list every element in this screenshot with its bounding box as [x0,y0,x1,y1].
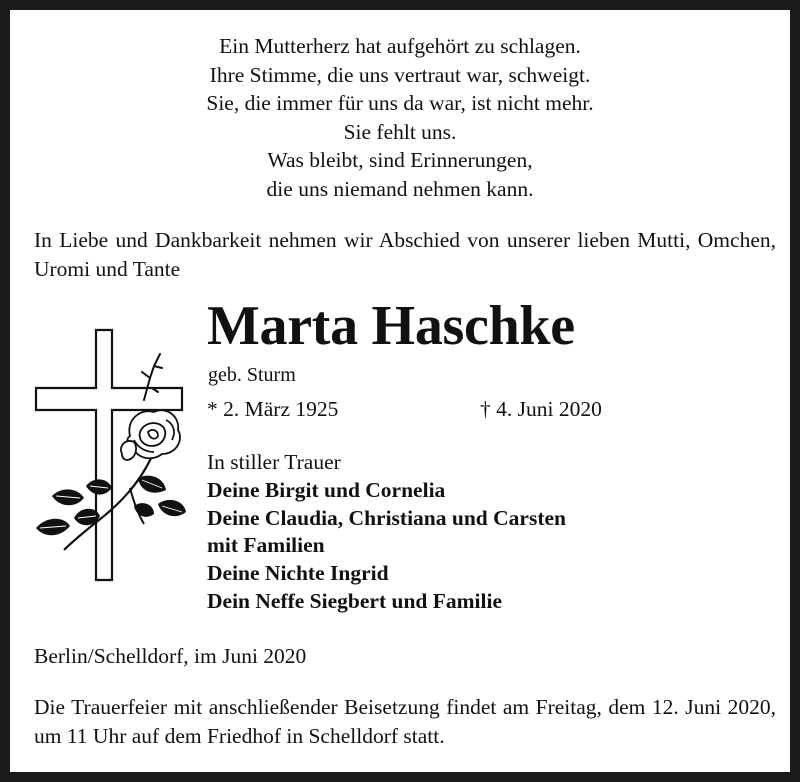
deceased-name: Marta Haschke [207,295,575,357]
poem-line: Sie, die immer für uns da war, ist nicht mehr. [206,91,594,116]
mourner-line: Deine Nichte Ingrid [207,561,389,586]
mourning-intro: In stiller Trauer [207,450,341,474]
mourner-line: Deine Birgit und Cornelia [207,478,446,502]
farewell-intro: In Liebe und Dankbarkeit nehmen wir Abschied von unserer lieben Mutti, Omchen, Uromi und Tante [34,228,776,281]
mourner-line: Deine Claudia, Christiana und Carsten [207,505,566,530]
death-date: † 4. Juni 2020 [480,397,602,421]
poem-line: die uns niemand nehmen kann. [266,176,534,201]
mourner-line: mit Familien [207,533,325,558]
maiden-name: geb. Sturm [208,364,296,386]
birth-date: * 2. März 1925 [207,397,339,421]
cross-with-rose-icon [34,328,194,598]
mourners-list [207,477,566,616]
poem-line: Ein Mutterherz hat aufgehört zu schlagen. [219,34,581,58]
place-and-date: Berlin/Schelldorf, im Juni 2020 [34,644,307,668]
funeral-service-info: Die Trauerfeier mit anschließender Beisetzung findet am Freitag, dem 12. Juni 2020, um 11 Uhr auf dem Friedhof in Schelldorf statt. [34,695,776,748]
mourner-line: Dein Neffe Siegbert und Familie [207,588,502,613]
poem-line: Ihre Stimme, die uns vertraut war, schweigt. [209,62,591,87]
poem-line: Was bleibt, sind Erinnerungen, [267,148,533,173]
memorial-poem [10,32,790,204]
poem-line: Sie fehlt uns. [343,119,457,144]
